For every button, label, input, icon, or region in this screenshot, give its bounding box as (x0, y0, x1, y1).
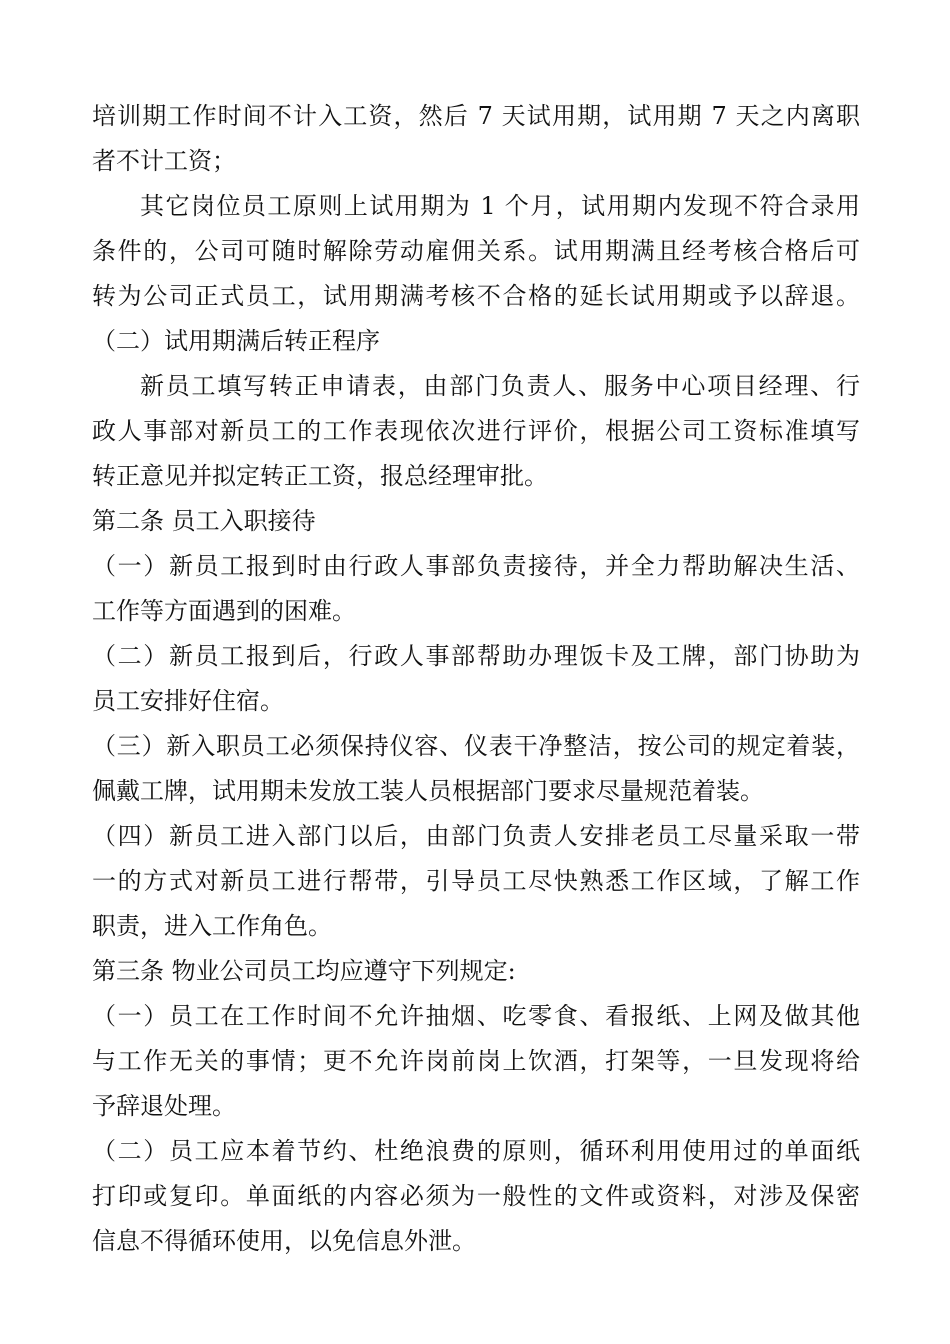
section-heading: （二）试用期满后转正程序 (92, 327, 380, 355)
text-line: 者不计工资； (92, 147, 236, 175)
text-line: 条件的，公司可随时解除劳动雇佣关系。试用期满且经考核合格后可 (92, 237, 860, 265)
text-line: 员工安排好住宿。 (92, 687, 284, 715)
article-heading: 第二条 员工入职接待 (92, 507, 316, 535)
text-line: 职责，进入工作角色。 (92, 912, 332, 940)
text-line: 转正意见并拟定转正工资，报总经理审批。 (92, 462, 548, 490)
text-line: 打印或复印。单面纸的内容必须为一般性的文件或资料，对涉及保密 (92, 1182, 860, 1210)
document-body (92, 94, 860, 1264)
text-line: 信息不得循环使用，以免信息外泄。 (92, 1227, 476, 1255)
text-line: 新员工填写转正申请表，由部门负责人、服务中心项目经理、行 (140, 372, 860, 400)
text-line: （四）新员工进入部门以后，由部门负责人安排老员工尽量采取一带 (92, 822, 860, 850)
text-line: 与工作无关的事情；更不允许岗前岗上饮酒，打架等，一旦发现将给 (92, 1047, 860, 1075)
article-heading: 第三条 物业公司员工均应遵守下列规定: (92, 957, 516, 985)
text-line: （一）员工在工作时间不允许抽烟、吃零食、看报纸、上网及做其他 (92, 1002, 860, 1030)
text-line: 工作等方面遇到的困难。 (92, 597, 356, 625)
text-line: 予辞退处理。 (92, 1092, 236, 1120)
text-line: 培训期工作时间不计入工资，然后 7 天试用期，试用期 7 天之内离职 (92, 102, 860, 130)
text-line: 转为公司正式员工，试用期满考核不合格的延长试用期或予以辞退。 (92, 282, 860, 310)
text-line: （二）员工应本着节约、杜绝浪费的原则，循环利用使用过的单面纸 (92, 1137, 860, 1165)
text-line: （二）新员工报到后，行政人事部帮助办理饭卡及工牌，部门协助为 (92, 642, 860, 670)
text-line: 政人事部对新员工的工作表现依次进行评价，根据公司工资标准填写 (92, 417, 860, 445)
text-line: （一）新员工报到时由行政人事部负责接待，并全力帮助解决生活、 (92, 552, 860, 580)
text-line: （三）新入职员工必须保持仪容、仪表干净整洁，按公司的规定着装， (92, 732, 860, 760)
text-line: 其它岗位员工原则上试用期为 1 个月，试用期内发现不符合录用 (140, 192, 860, 220)
text-line: 一的方式对新员工进行帮带，引导员工尽快熟悉工作区域，了解工作 (92, 867, 860, 895)
text-line: 佩戴工牌，试用期未发放工装人员根据部门要求尽量规范着装。 (92, 777, 764, 805)
